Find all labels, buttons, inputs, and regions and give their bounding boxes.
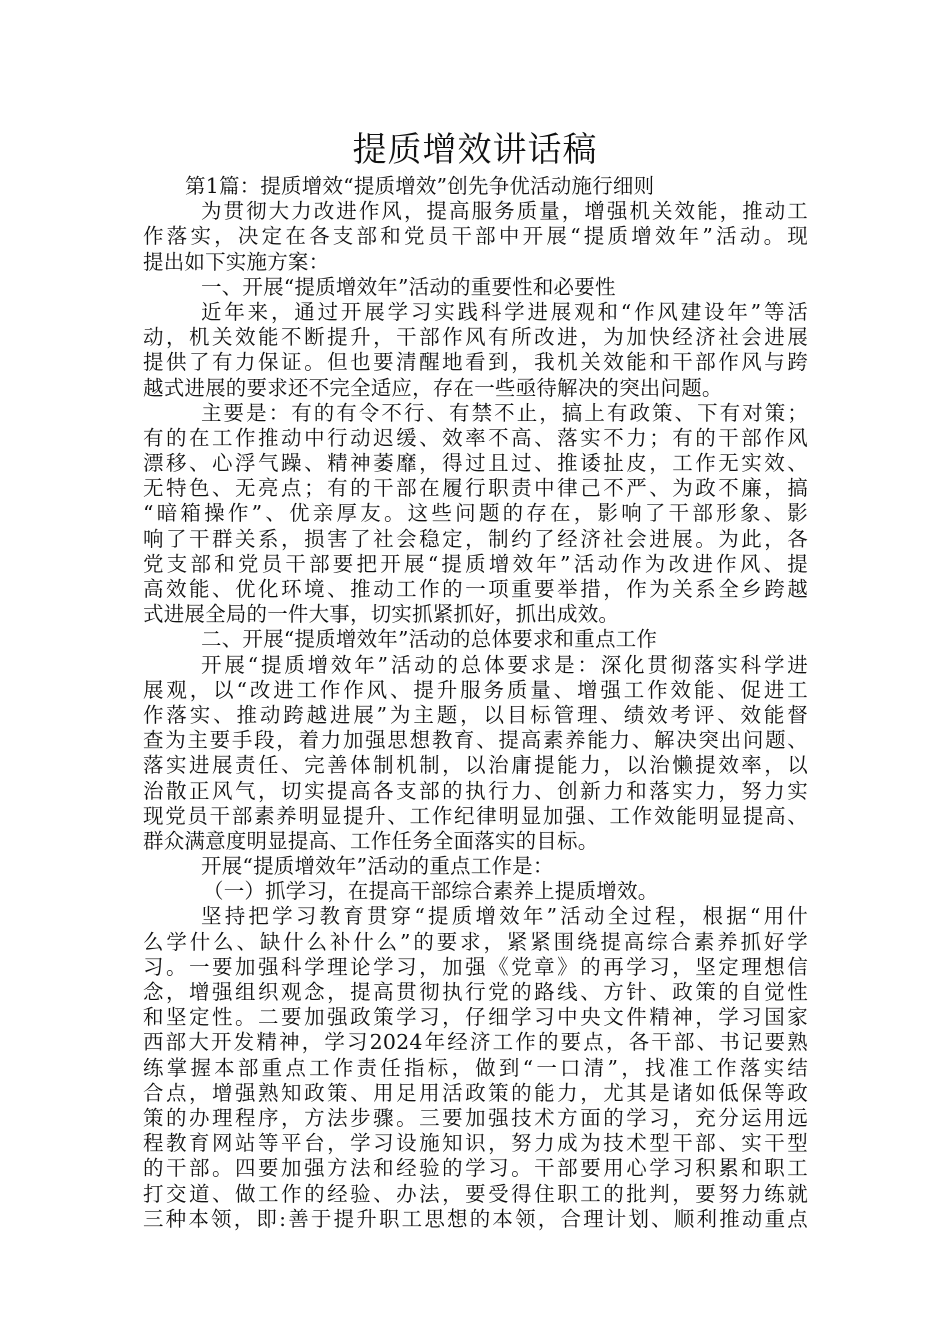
body-line: 练掌握本部重点工作责任指标，做到“一口清”，找准工作落实结 <box>143 1055 808 1080</box>
body-line: 提供了有力保证。但也要清醒地看到，我机关效能和干部作风与跨 <box>143 350 808 375</box>
body-line: （一）抓学习，在提高干部综合素养上提质增效。 <box>203 879 659 904</box>
body-line: 三种本领，即:善于提升职工思想的本领，合理计划、顺利推动重点 <box>143 1206 808 1231</box>
body-line: 坚持把学习教育贯穿“提质增效年”活动全过程，根据“用什 <box>201 904 808 929</box>
body-line: 治散正风气，切实提高各支部的执行力、创新力和落实力，努力实 <box>143 778 808 803</box>
body-line: 开展“提质增效年”活动的重点工作是： <box>201 854 554 879</box>
body-line: 近年来，通过开展学习实践科学进展观和“作风建设年”等活 <box>201 299 808 324</box>
body-line: 开展“提质增效年”活动的总体要求是：深化贯彻落实科学进 <box>201 652 808 677</box>
body-line: 高效能、优化环境、推动工作的一项重要举措，作为关系全乡跨越 <box>143 577 808 601</box>
body-line: 和坚定性。二要加强政策学习，仔细学习中央文件精神，学习国家 <box>143 1005 808 1030</box>
body-line: 动，机关效能不断提升，干部作风有所改进，为加快经济社会进展 <box>143 325 808 350</box>
body-line: 为贯彻大力改进作风，提高服务质量，增强机关效能，推动工 <box>201 199 808 224</box>
body-line: 习。一要加强科学理论学习，加强《党章》的再学习，坚定理想信 <box>143 954 808 979</box>
body-line: 无特色、无亮点；有的干部在履行职责中律己不严、为政不廉，搞 <box>143 476 808 501</box>
body-line: 越式进展的要求还不完全适应，存在一些亟待解决的突出问题。 <box>143 375 723 400</box>
body-line: 作落实、推动跨越进展”为主题，以目标管理、绩效考评、效能督 <box>143 702 808 727</box>
body-line: 一、开展“提质增效年”活动的重要性和必要性 <box>201 274 616 299</box>
body-line: 展观，以“改进工作作风、提升服务质量、增强工作效能、促进工 <box>143 677 808 702</box>
body-line: 程教育网站等平台，学习设施知识，努力成为技术型干部、实干型 <box>143 1131 808 1156</box>
body-line: 有的在工作推动中行动迟缓、效率不高、落实不力；有的干部作风 <box>143 425 808 450</box>
body-line: 策的办理程序，方法步骤。三要加强技术方面的学习，充分运用远 <box>143 1105 808 1130</box>
document-title: 提质增效讲话稿 <box>352 130 598 170</box>
body-line: 念，增强组织观念，提高贯彻执行党的路线、方针、政策的自觉性 <box>143 980 808 1004</box>
body-line: 漂移、心浮气躁、精神萎靡，得过且过、推诿扯皮，工作无实效、 <box>143 451 808 476</box>
body-line: 群众满意度明显提高、工作任务全面落实的目标。 <box>143 828 599 853</box>
body-line: “暗箱操作”、优亲厚友。这些问题的存在，影响了干部形象、影 <box>143 501 808 526</box>
body-line: 式进展全局的一件大事，切实抓紧抓好，抓出成效。 <box>143 602 620 627</box>
body-line: 主要是：有的有令不行、有禁不止，搞上有政策、下有对策； <box>201 400 808 425</box>
body-line: 提出如下实施方案： <box>143 249 330 274</box>
body-line: 第1篇：提质增效“提质增效”创先争优活动施行细则 <box>185 174 655 198</box>
body-line: 打交道、做工作的经验、办法，要受得住职工的批判，要努力练就 <box>143 1181 808 1206</box>
body-line: 现党员干部素养明显提升、工作纪律明显加强、工作效能明显提高、 <box>143 803 808 828</box>
body-line: 的干部。四要加强方法和经验的学习。干部要用心学习积累和职工 <box>143 1156 808 1181</box>
body-line: 党支部和党员干部要把开展“提质增效年”活动作为改进作风、提 <box>143 551 808 576</box>
body-line: 查为主要手段，着力加强思想教育、提高素养能力、解决突出问题、 <box>143 728 808 753</box>
body-line: 二、开展“提质增效年”活动的总体要求和重点工作 <box>201 627 658 652</box>
body-line: 西部大开发精神，学习2024年经济工作的要点，各干部、书记要熟 <box>143 1030 808 1055</box>
body-line: 合点，增强熟知政策、用足用活政策的能力，尤其是诸如低保等政 <box>143 1080 808 1105</box>
document-body <box>143 174 808 1232</box>
body-line: 响了干群关系，损害了社会稳定，制约了经济社会进展。为此，各 <box>143 526 808 551</box>
body-line: 落实进展责任、完善体制机制，以治庸提能力，以治懒提效率，以 <box>143 753 808 778</box>
body-line: 么学什么、缺什么补什么”的要求，紧紧围绕提高综合素养抓好学 <box>143 929 808 954</box>
body-line: 作落实，决定在各支部和党员干部中开展“提质增效年”活动。现 <box>143 224 808 249</box>
